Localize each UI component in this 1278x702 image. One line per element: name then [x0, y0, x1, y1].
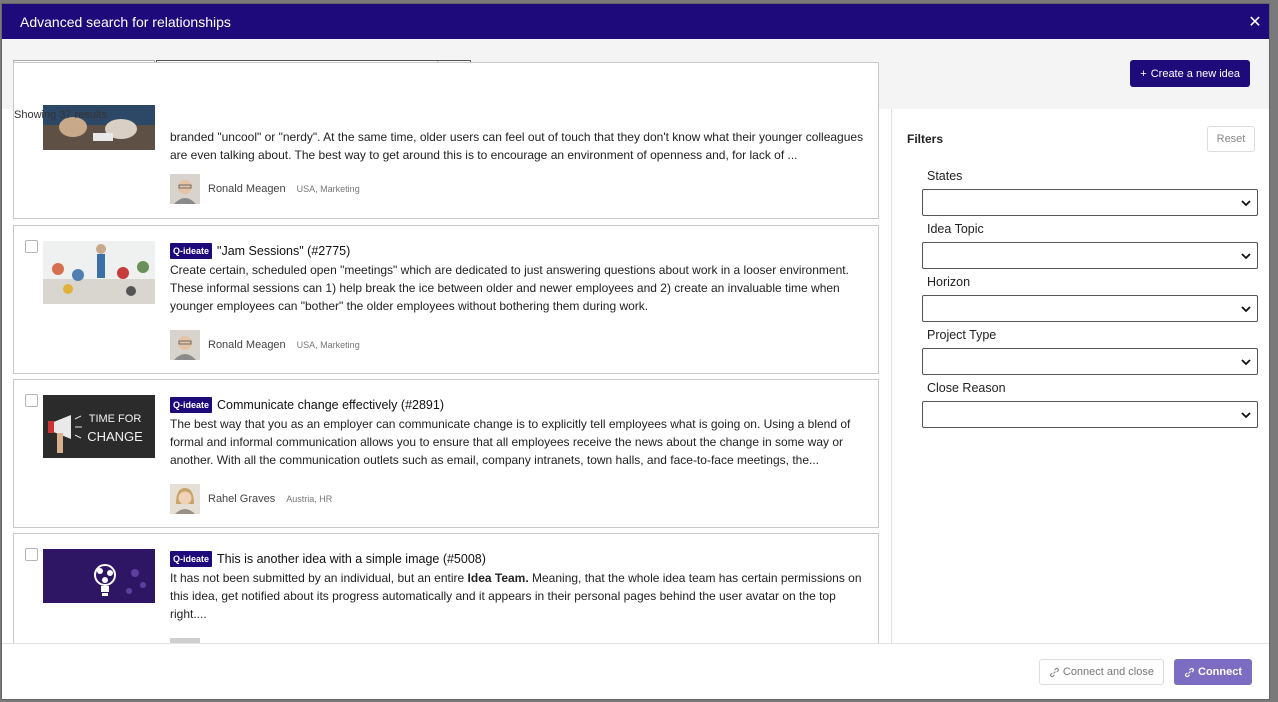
- filters-title: Filters: [907, 132, 944, 146]
- idea-thumbnail: [43, 241, 155, 304]
- author-name: Ronald Meagen: [208, 183, 286, 195]
- author-meta: USA, Marketing: [296, 184, 360, 194]
- filter-select-states[interactable]: [922, 189, 1258, 216]
- description-text: Meaning, that the whole idea team has certain permissions on this idea, get notified about its progress automatically and it appears in their personal pages behind the user avatar on the top right....: [170, 571, 862, 621]
- close-icon[interactable]: ✕: [1248, 13, 1262, 31]
- idea-title[interactable]: This is another idea with a simple image (#5008): [217, 551, 486, 566]
- thumb-text-change: CHANGE: [87, 429, 143, 444]
- q-ideate-badge: Q-ideate: [170, 243, 212, 259]
- idea-author[interactable]: [170, 174, 360, 204]
- author-meta: USA, Marketing: [296, 340, 360, 350]
- advanced-search-dialog: [1, 3, 1270, 700]
- chevron-down-icon: [1241, 410, 1251, 420]
- idea-author[interactable]: [170, 484, 332, 514]
- idea-card[interactable]: [13, 62, 879, 219]
- q-ideate-badge: Q-ideate: [170, 397, 212, 413]
- idea-description: [170, 569, 864, 623]
- connect-and-close-label: Connect and close: [1062, 666, 1154, 678]
- idea-card[interactable]: [13, 225, 879, 374]
- chevron-down-icon: [1241, 357, 1251, 367]
- filters-panel: [891, 109, 1269, 645]
- avatar: [170, 330, 200, 360]
- thumb-text-time-for: TIME FOR: [88, 413, 142, 425]
- connect-and-close-button[interactable]: [1039, 659, 1164, 685]
- dialog-footer: [2, 643, 1269, 699]
- description-text: It has not been submitted by an individual, but an entire: [170, 571, 468, 585]
- filter-label-states: States: [927, 169, 963, 183]
- idea-description: branded "uncool" or "nerdy". At the same time, older users can feel out of touch that they don't know what their younger colleagues are even talking about. The best way to get around this is to encourage an environment of openness and, for lack of ...: [170, 130, 864, 162]
- avatar: [170, 484, 200, 514]
- results-list: [13, 122, 879, 644]
- idea-title[interactable]: Communicate change effectively (#2891): [217, 397, 444, 412]
- idea-author[interactable]: [170, 330, 360, 360]
- idea-thumbnail: [43, 395, 155, 458]
- q-ideate-badge: Q-ideate: [170, 551, 212, 567]
- chevron-down-icon: [1241, 304, 1251, 314]
- idea-description: Create certain, scheduled open "meetings" which are dedicated to just answering questions about work in a looser environment. These informal sessions can 1) help break the ice between older and newer employees and 2) create an invaluable time when younger employees can "bother" the older employees without bothering them during work.: [170, 263, 849, 313]
- filter-select-project-type[interactable]: [922, 348, 1258, 375]
- dialog-header: [2, 4, 1269, 39]
- filter-select-idea-topic[interactable]: [922, 242, 1258, 269]
- create-new-idea-label: Create a new idea: [1150, 67, 1240, 80]
- author-name: Ronald Meagen: [208, 339, 286, 351]
- connect-button[interactable]: [1174, 659, 1252, 685]
- author-name: Rahel Graves: [208, 493, 276, 505]
- idea-title[interactable]: "Jam Sessions" (#2775): [217, 243, 351, 258]
- avatar: [170, 174, 200, 204]
- plus-icon: +: [1140, 67, 1147, 80]
- create-new-idea-button[interactable]: [1130, 60, 1250, 87]
- description-bold-text: Idea Team.: [467, 571, 529, 585]
- dialog-title: Advanced search for relationships: [20, 13, 231, 30]
- link-icon: [1049, 667, 1060, 678]
- filter-label-idea-topic: Idea Topic: [927, 222, 984, 236]
- filter-label-project-type: Project Type: [927, 328, 997, 342]
- filter-select-close-reason[interactable]: [922, 401, 1258, 428]
- results-count: Showing 37 results: [14, 109, 107, 121]
- connect-label: Connect: [1198, 666, 1242, 678]
- link-icon: [1184, 667, 1195, 678]
- idea-description: The best way that you as an employer can communicate change is to explicitly tell employees what is going on. Using a blend of formal and informal communication allows you to ensure that all employees receive the news about the change in some way or another. With all the communication outlets such as email, company intranets, town halls, and face-to-face meetings, the...: [170, 417, 851, 467]
- filter-label-close-reason: Close Reason: [927, 381, 1006, 395]
- reset-filters-button[interactable]: Reset: [1207, 126, 1255, 152]
- author-meta: Austria, HR: [286, 494, 333, 504]
- chevron-down-icon: [1241, 251, 1251, 261]
- filter-select-horizon[interactable]: [922, 295, 1258, 322]
- idea-thumbnail: [43, 549, 155, 612]
- idea-card[interactable]: [13, 379, 879, 528]
- select-checkbox[interactable]: [25, 240, 38, 253]
- select-checkbox[interactable]: [25, 394, 38, 407]
- select-checkbox[interactable]: [25, 548, 38, 561]
- filter-label-horizon: Horizon: [927, 275, 971, 289]
- chevron-down-icon: [1241, 198, 1251, 208]
